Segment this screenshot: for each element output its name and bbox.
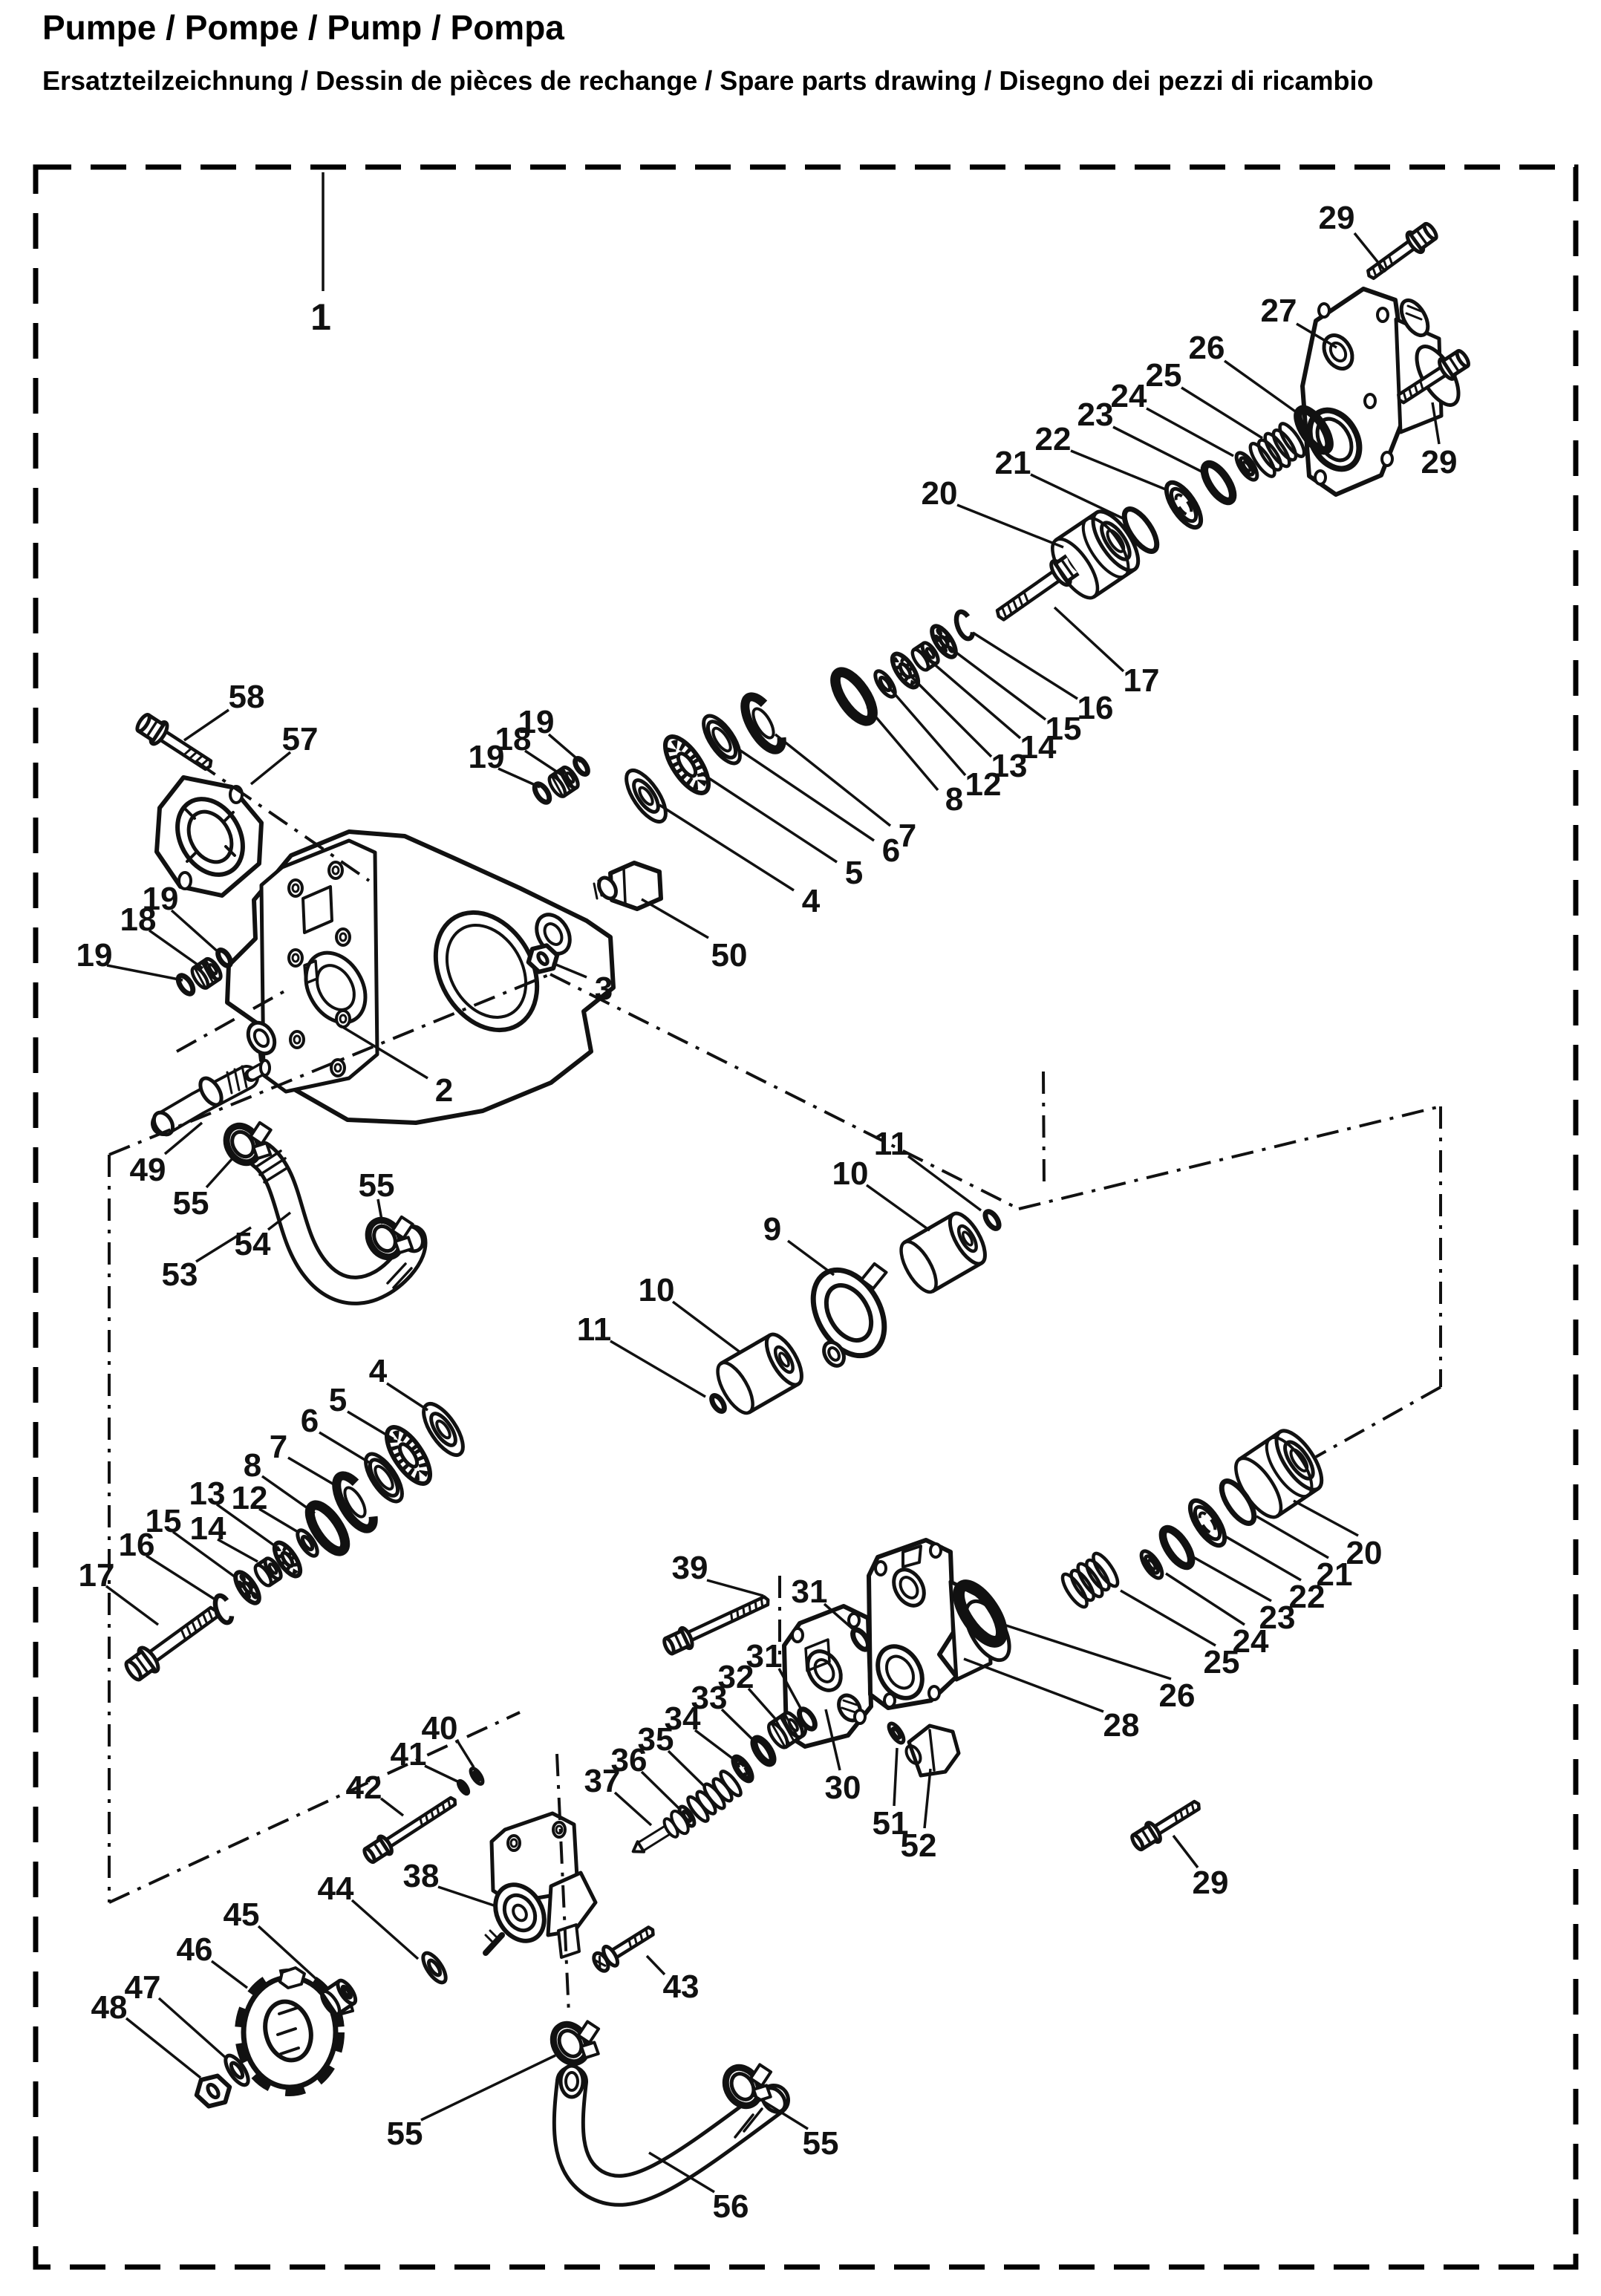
part-o-ring-19-top-inner <box>573 757 590 777</box>
leader-21-8 <box>1031 474 1123 518</box>
part-label-21: 21 <box>994 444 1031 481</box>
part-label-23: 23 <box>1077 396 1114 433</box>
part-label-55: 55 <box>386 2115 423 2152</box>
leader-41-76 <box>425 1766 457 1781</box>
part-label-20: 20 <box>1346 1534 1383 1571</box>
part-label-11: 11 <box>576 1311 612 1348</box>
part-label-5: 5 <box>844 854 864 891</box>
part-label-25: 25 <box>1145 356 1182 394</box>
part-label-36: 36 <box>610 1741 648 1778</box>
part-label-47: 47 <box>124 1969 161 2006</box>
part-label-34: 34 <box>664 1700 701 1737</box>
part-label-10: 10 <box>832 1155 869 1192</box>
part-label-58: 58 <box>228 678 265 715</box>
part-label-29: 29 <box>1192 1864 1229 1901</box>
leader-46-82 <box>212 1961 247 1988</box>
part-label-12: 12 <box>231 1479 268 1516</box>
part-label-18: 18 <box>495 720 532 757</box>
part-label-14: 14 <box>1020 728 1057 766</box>
part-label-1: 1 <box>310 296 331 338</box>
leader-10-39 <box>867 1185 930 1230</box>
part-spring-25-lower <box>1058 1550 1121 1611</box>
part-o-ring-23-lower <box>1158 1524 1197 1571</box>
leader-42-77 <box>381 1798 403 1816</box>
leader-22-56 <box>1225 1536 1301 1580</box>
part-label-56: 56 <box>712 2188 749 2225</box>
part-circlip-16-lower <box>212 1594 235 1625</box>
leader-24-5 <box>1147 408 1233 456</box>
part-label-2: 2 <box>434 1072 454 1109</box>
part-regulator-housing-38 <box>486 1813 596 1957</box>
part-label-32: 32 <box>717 1658 754 1695</box>
part-label-27: 27 <box>1260 292 1297 329</box>
leader-16-12 <box>973 633 1077 699</box>
part-label-13: 13 <box>189 1475 226 1512</box>
leader-28-61 <box>964 1659 1103 1712</box>
part-circlip-16-upper <box>953 610 976 641</box>
leader-11-38 <box>908 1156 981 1210</box>
part-label-10: 10 <box>638 1271 675 1308</box>
part-piston-10-right <box>894 1208 991 1297</box>
part-nut-3 <box>529 945 558 972</box>
leader-19-29 <box>107 965 183 980</box>
part-bolt-29-bottom <box>1129 1795 1204 1853</box>
leader-15-13 <box>951 648 1046 720</box>
part-label-17: 17 <box>78 1556 115 1594</box>
leader-14-14 <box>931 662 1020 738</box>
part-label-14: 14 <box>189 1510 226 1547</box>
leader-58-22 <box>184 710 229 740</box>
part-label-8: 8 <box>945 780 964 818</box>
part-retainer-7-upper <box>737 691 789 755</box>
part-o-ring-23-upper <box>1199 460 1239 506</box>
part-label-5: 5 <box>328 1381 348 1418</box>
leader-10-41 <box>673 1302 741 1353</box>
part-label-6: 6 <box>881 832 901 869</box>
leader-19-27 <box>172 910 220 953</box>
leader-20-9 <box>957 505 1063 547</box>
part-seal-4-upper <box>619 764 674 827</box>
part-cap-52 <box>904 1726 959 1775</box>
leader-20-54 <box>1294 1501 1358 1536</box>
part-label-31: 31 <box>746 1637 783 1674</box>
part-label-22: 22 <box>1034 420 1072 457</box>
leader-55-34 <box>206 1158 233 1187</box>
part-label-19: 19 <box>518 703 555 740</box>
part-label-18: 18 <box>120 901 157 938</box>
leader-24-58 <box>1166 1573 1245 1625</box>
part-label-55: 55 <box>358 1167 395 1204</box>
part-label-24: 24 <box>1232 1622 1269 1660</box>
part-label-40: 40 <box>421 1709 458 1747</box>
part-cup-seal-22-upper <box>1160 477 1207 532</box>
part-label-19: 19 <box>142 880 179 917</box>
part-label-13: 13 <box>991 747 1028 784</box>
part-washer-41 <box>457 1779 470 1795</box>
part-label-29: 29 <box>1421 443 1458 480</box>
part-bolt-17-lower <box>122 1599 224 1684</box>
part-label-38: 38 <box>402 1857 440 1894</box>
leader-51-72 <box>894 1748 897 1806</box>
part-washer-40 <box>469 1767 485 1786</box>
part-label-28: 28 <box>1103 1706 1140 1744</box>
part-label-30: 30 <box>824 1769 861 1806</box>
part-label-55: 55 <box>172 1184 209 1222</box>
part-plug-50 <box>594 863 661 909</box>
leader-25-4 <box>1181 388 1262 438</box>
leader-4-21 <box>659 805 794 890</box>
part-label-26: 26 <box>1158 1677 1196 1714</box>
leader-55-85 <box>421 2055 555 2120</box>
leader-39-62 <box>707 1580 763 1596</box>
leader-11-42 <box>610 1341 705 1397</box>
part-swivel-9 <box>789 1247 918 1374</box>
page-subtitle: Ersatzteilzeichnung / Dessin de pièces de rechange / Spare parts drawing / Disegno dei pezzi di ricambio <box>42 65 1374 96</box>
construction-line-11 <box>1043 1072 1044 1187</box>
leader-5-44 <box>348 1412 394 1439</box>
part-label-49: 49 <box>129 1151 166 1188</box>
part-clamp-55-c <box>547 2010 609 2071</box>
part-label-15: 15 <box>1045 710 1082 747</box>
part-washer-51 <box>886 1721 906 1745</box>
part-label-17: 17 <box>1123 662 1160 699</box>
leader-21-55 <box>1256 1516 1328 1558</box>
leader-17-11 <box>1054 607 1124 671</box>
part-label-7: 7 <box>269 1428 288 1465</box>
part-washer-44 <box>419 1950 450 1986</box>
part-label-8: 8 <box>243 1447 262 1484</box>
leader-25-59 <box>1121 1591 1216 1646</box>
part-label-31: 31 <box>791 1573 828 1610</box>
part-label-4: 4 <box>368 1352 388 1389</box>
leader-40-75 <box>457 1740 474 1767</box>
part-o-ring-11-left <box>709 1394 726 1414</box>
leader-8-17 <box>867 707 938 790</box>
part-label-21: 21 <box>1316 1556 1353 1593</box>
leader-44-79 <box>352 1900 418 1959</box>
part-label-51: 51 <box>872 1804 909 1842</box>
part-nut-48 <box>197 2076 229 2107</box>
part-label-29: 29 <box>1318 199 1355 236</box>
part-seal-24-upper <box>1233 450 1261 483</box>
leader-34-67 <box>695 1730 734 1760</box>
leader-6-19 <box>735 747 874 841</box>
leader-29-74 <box>1173 1836 1198 1868</box>
part-label-11: 11 <box>873 1125 909 1162</box>
part-label-15: 15 <box>145 1502 182 1539</box>
leader-16-52 <box>146 1556 214 1599</box>
leader-4-43 <box>387 1383 428 1410</box>
part-label-55: 55 <box>802 2124 839 2162</box>
part-label-16: 16 <box>1077 689 1114 726</box>
leader-43-80 <box>647 1956 665 1974</box>
part-ring-6-upper <box>697 711 746 769</box>
part-sleeve-20-lower <box>1227 1424 1330 1524</box>
part-label-3: 3 <box>594 970 613 1007</box>
part-label-16: 16 <box>118 1526 155 1563</box>
leader-38-78 <box>438 1887 496 1906</box>
part-label-37: 37 <box>584 1762 621 1799</box>
part-label-48: 48 <box>91 1989 128 2026</box>
part-label-57: 57 <box>281 720 319 757</box>
part-label-44: 44 <box>317 1870 354 1907</box>
part-label-23: 23 <box>1259 1599 1296 1636</box>
part-label-22: 22 <box>1288 1578 1326 1615</box>
leader-7-46 <box>288 1458 340 1488</box>
part-label-53: 53 <box>161 1256 198 1293</box>
part-label-6: 6 <box>300 1402 319 1439</box>
leader-50-30 <box>642 899 708 938</box>
part-o-ring-11-right <box>982 1210 1001 1231</box>
part-label-4: 4 <box>801 882 821 919</box>
leader-26-3 <box>1225 361 1297 413</box>
part-label-45: 45 <box>223 1896 260 1933</box>
leader-22-7 <box>1071 451 1167 490</box>
leader-5-20 <box>701 773 837 862</box>
part-label-35: 35 <box>637 1721 674 1758</box>
part-label-20: 20 <box>921 474 958 512</box>
construction-line-4 <box>1019 1106 1441 1209</box>
construction-line-3 <box>550 974 1019 1209</box>
part-label-25: 25 <box>1203 1643 1240 1680</box>
part-screw-43 <box>590 1920 659 1974</box>
part-label-43: 43 <box>662 1968 700 2005</box>
leader-6-45 <box>319 1432 370 1463</box>
part-label-12: 12 <box>965 766 1002 803</box>
leader-23-57 <box>1193 1557 1271 1601</box>
part-label-24: 24 <box>1110 377 1147 414</box>
part-label-19: 19 <box>468 738 505 775</box>
part-label-26: 26 <box>1188 329 1225 366</box>
part-seal-24-lower <box>1138 1548 1166 1582</box>
part-label-9: 9 <box>763 1210 782 1248</box>
leader-8-47 <box>262 1476 315 1513</box>
leader-29-1 <box>1354 233 1386 272</box>
leader-26-60 <box>1004 1625 1171 1679</box>
part-label-52: 52 <box>900 1827 937 1864</box>
part-label-41: 41 <box>390 1735 427 1772</box>
part-plunger-37 <box>627 1808 692 1862</box>
part-label-7: 7 <box>898 817 917 854</box>
part-label-54: 54 <box>234 1225 271 1262</box>
leader-47-83 <box>159 1998 227 2059</box>
leader-36-69 <box>642 1772 679 1808</box>
part-o-ring-8-upper <box>829 667 880 727</box>
leader-18-28 <box>149 930 203 968</box>
construction-line-6 <box>1316 1387 1441 1457</box>
leader-12-16 <box>891 690 965 775</box>
leader-13-15 <box>911 676 991 757</box>
leader-23-6 <box>1113 427 1203 472</box>
part-sleeve-20-upper <box>1044 505 1147 605</box>
part-label-46: 46 <box>176 1931 213 1968</box>
part-label-33: 33 <box>691 1679 728 1716</box>
page-title: Pumpe / Pompe / Pump / Pompa <box>42 8 564 47</box>
part-label-42: 42 <box>345 1769 382 1806</box>
leader-9-40 <box>788 1241 834 1275</box>
part-label-19: 19 <box>76 936 113 973</box>
part-label-50: 50 <box>711 936 748 973</box>
part-bolt-29-top <box>1362 220 1440 285</box>
leader-52-73 <box>925 1769 930 1828</box>
part-elbow-fitting-49 <box>150 1060 270 1138</box>
part-label-39: 39 <box>671 1549 708 1586</box>
leader-48-84 <box>126 2018 200 2078</box>
